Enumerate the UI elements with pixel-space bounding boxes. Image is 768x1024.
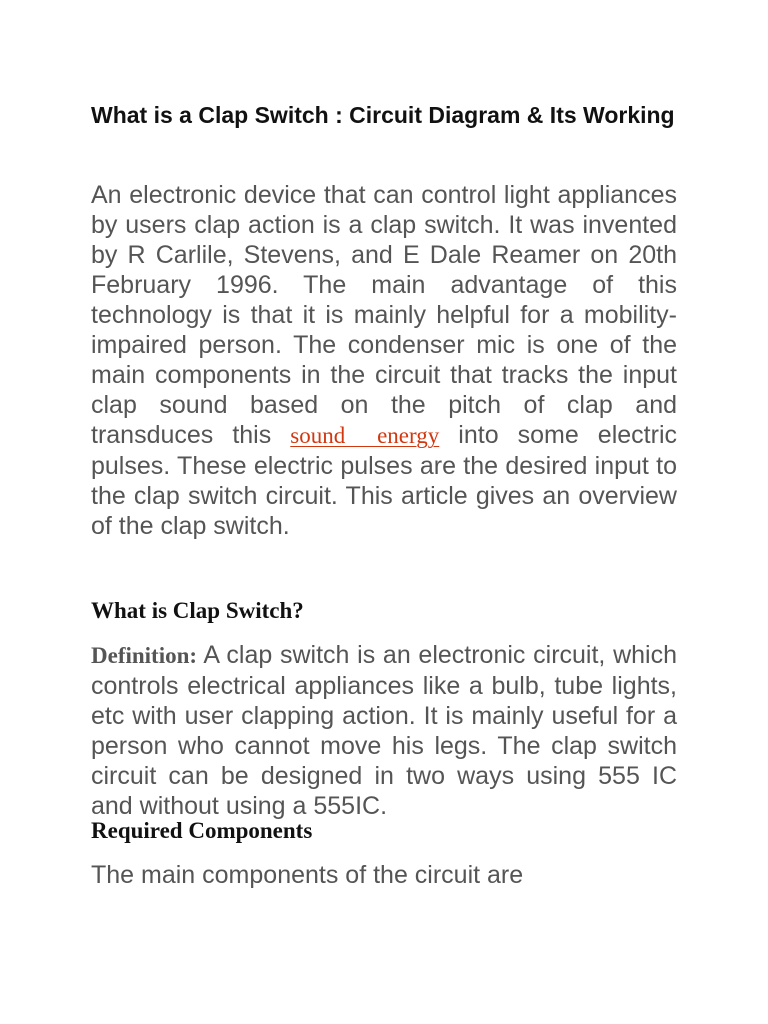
article-title: What is a Clap Switch : Circuit Diagram & Its Working: [91, 102, 675, 128]
intro-text-before-link: An electronic device that can control light appliances by users clap action is a clap switch. It was invented by R Carlile, Stevens, and E Dale Reamer on 20th February 1996. The main advantage of this technology is that it is mainly helpful for a mobility-impaired person. The condenser mic is one of the main components in the circuit that tracks the input clap sound based on the pitch of clap and transduces this: [91, 181, 677, 449]
definition-label: Definition:: [91, 643, 198, 668]
section-heading-what-is-clap-switch: What is Clap Switch?: [91, 598, 304, 623]
definition-text: A clap switch is an electronic circuit, which controls electrical appliances like a bulb, tube lights, etc with user clapping action. It is mainly useful for a person who cannot move his legs. The clap switch circuit can be designed in two ways using 555 IC and without using a 555IC.: [91, 641, 677, 820]
definition-paragraph: [91, 640, 677, 821]
intro-text-after-link: into some electric pulses. These electric pulses are the desired input to the clap switch circuit. This article gives an overview of the clap switch.: [91, 421, 677, 540]
components-paragraph: The main components of the circuit are: [91, 861, 524, 889]
sound-energy-link[interactable]: sound energy: [290, 423, 440, 448]
intro-paragraph: [91, 180, 677, 541]
section-heading-required-components: Required Components: [91, 818, 313, 843]
